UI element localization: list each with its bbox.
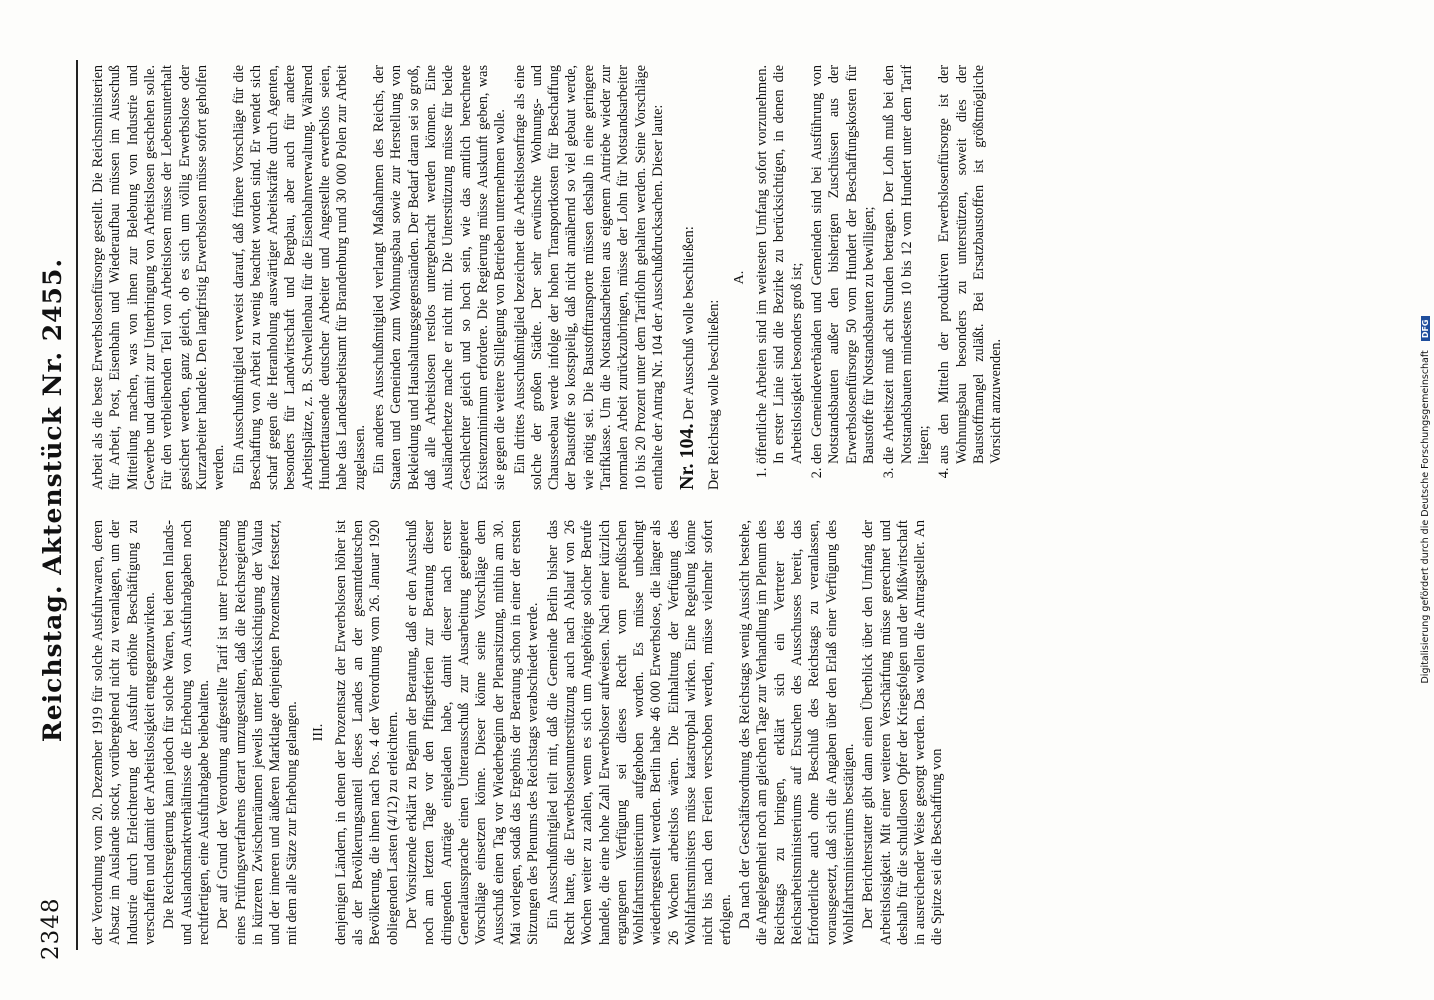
dfg-logo: DFG (1421, 317, 1430, 342)
paragraph: Der Vorsitzende erklärt zu Beginn der Beratung, daß er den Ausschuß noch am letzten Tage vor den Pfingstferien zur Beratung dieser dringenden Anträge eingeladen habe, damit dieser nach erster Generalaussprache einen Unterausschuß zur Ausarbeitung geeigneter Vorschläge einsetzen könne. Dieser könne seine Vorschläge dem Ausschuß einen Tag vor Wiederbeginn der Plenarsitzung, mithin am 30. Mai vorlegen, sodaß das Ergebnis der Beratung schon in einer der ersten Sitzungen des Plenums des Reichstags verabschiedet werde. (404, 520, 542, 945)
section-heading: III. (310, 723, 326, 742)
list-item: 1. öffentliche Arbeiten sind im weitesten Umfang sofort vorzunehmen. In erster Linie sind die Bezirke zu berücksichtigen, in denen die Arbeitslosigkeit besonders groß ist; (754, 65, 806, 464)
motion-intro: Der Ausschuß wolle beschließen: (681, 226, 698, 420)
motion-items (754, 65, 1005, 490)
motion-number: Nr. 104. (676, 423, 699, 490)
paragraph: Der auf Grund der Verordnung aufgestellte Tarif ist unter Fortsetzung eines Prüfungsverfahrens derart umzugestalten, daß die Reichsregierung in kürzeren Zwischenräumen jeweils unter Berücksichtigung der Valuta und der inneren und äußeren Marktlage denjenigen Prozentsatz festsetzt, mit dem alle Sätze zur Erhebung gelangen. (215, 520, 301, 945)
section-heading: A. (732, 270, 748, 285)
paragraph: Ein Ausschußmitglied verweist darauf, daß frühere Vorschläge für die Beschaffung von Arbeit zu wenig beachtet worden sind. Er wendet sich scharf gegen die Heranholung auswärtiger Arbeitskräfte durch Agenten, besonders für Landwirtschaft und Bergbau, aber auch für andere Arbeitsplätze, z. B. Schwellenbau für die Eisenbahnverwaltung. Während Hunderttausende deutscher Arbeiter und Angestellte erwerbslos seien, habe das Landesarbeitsamt für Brandenburg rund 30 000 Polen zur Arbeit zugelassen. (230, 65, 368, 490)
header-rule (76, 60, 78, 950)
paragraph: Ein drittes Ausschußmitglied bezeichnet die Arbeitslosenfrage als eine solche der großen Städte. Der sehr erwünschte Wohnungs- und Chausseebau werde infolge der hohen Transportkosten für Beschaffung der Baustoffe so kostspielig, daß nicht annähernd so viel gebaut werde, wie nötig sei. Die Baustofftransporte müssen deshalb in eine geringere Tarifklasse. Um die Notstandsarbeiten aus eigenem Antriebe wieder zur normalen Arbeit zurückzubringen, müsse der Lohn für Notstandsarbeiter 10 bis 20 Prozent unter dem Tariflohn gehalten werden. Seine Vorschläge enthalte der Antrag Nr. 104 der Ausschußdrucksachen. Dieser laute: (511, 65, 666, 490)
page-number: 2348 (38, 897, 64, 960)
paragraph: Arbeit als die beste Erwerbslosenfürsorge gestellt. Die Reichsministerien für Arbeit, Post, Eisenbahn und Wiederaufbau müssen im Ausschuß Mitteilung machen, was von ihnen zur Belebung von Industrie und Gewerbe und damit zur Unterbringung von Arbeitslosen geschehen solle. Für den verbleibenden Teil von Arbeitslosen müsse der Lebensunterhalt gesichert werden, ganz gleich, ob es sich um völlig Erwerbslose oder Kurzarbeiter handele. Den langfristig Erwerbslosen müsse sofort geholfen werden. (90, 65, 228, 490)
paragraph: Ein anderes Ausschußmitglied verlangt Maßnahmen des Reichs, der Staaten und Gemeinden zum Wohnungsbau sowie zur Herstellung von Bekleidung und Haushaltungsgegenständen. Der Bedarf daran sei so groß, daß alle Arbeitslosen restlos untergebracht werden können. Eine Ausländerhetze mache er nicht mit. Die Unterstützung müsse für beide Geschlechter gleich und so hoch sein, wie das amtlich berechnete Existenzminimum erfordere. Die Regierung müsse Auskunft geben, was sie gegen die weitere Stillegung von Betrieben unternehmen wolle. (371, 65, 509, 490)
paragraph: der Verordnung vom 20. Dezember 1919 für solche Ausfuhrwaren, deren Absatz im Auslande stockt, vorübergehend nicht zu veranlagen, um der Industrie durch Erleichterung der Ausfuhr erhöhte Beschäftigung zu verschaffen und damit der Arbeitslosigkeit entgegenzuwirken. (90, 520, 158, 945)
list-item: 2. den Gemeindeverbänden und Gemeinden sind bei Ausführung von Notstandsbauten außer den bisherigen Zuschüssen aus der Erwerbslosenfürsorge 50 vom Hundert der Beschaffungskosten für Baustoffe für Notstandsbauten zu bewilligen; (809, 65, 878, 464)
paragraph: Da nach der Geschäftsordnung des Reichstags wenig Aussicht bestehe, die Angelegenheit noch am gleichen Tage zur Verhandlung im Plenum des Reichstags zu bringen, erklärt sich ein Vertreter des Reichsarbeitsministeriums auf Ersuchen des Ausschusses bereit, das Erforderliche auch ohne Beschluß des Reichstags zu veranlassen, vorausgesetzt, daß sich die Angaben über den Erlaß einer Verfügung des Wohlfahrtsministeriums bestätigen. (737, 520, 857, 945)
paragraph: denjenigen Ländern, in denen der Prozentsatz der Erwerbslosen höher ist als der Bevölkerungsanteil dieses Landes an der gesamtdeutschen Bevölkerung, die ihnen nach Pos. 4 der Verordnung vom 26. Januar 1920 obliegenden Lasten (4/12) zu erleichtern. (332, 520, 401, 945)
list-item: 3. die Arbeitszeit muß acht Stunden betragen. Der Lohn muß bei den Notstandsbauten mindestens 10 bis 12 vom Hundert unter dem Tarif liegen; (881, 65, 933, 464)
motion-sub-intro: Der Reichstag wolle beschließen: (705, 299, 722, 490)
page-header (34, 40, 74, 960)
left-column (90, 520, 1260, 945)
paragraph: Der Berichterstatter gibt dann einen Überblick über den Umfang der Arbeitslosigkeit. Mit einer weiteren Verschärfung müsse gerechnet und deshalb für die schuldlosen Opfer der Kriegsfolgen und der Mißwirtschaft in ausreichender Weise gesorgt werden. Das wollen die Antragsteller. An die Spitze sei die Beschaffung von (860, 520, 946, 945)
paragraph: Ein Ausschußmitglied teilt mit, daß die Gemeinde Berlin bisher das Recht hatte, die Erwerbslosenunterstützung auch nach Ablauf von 26 Wochen weiter zu zahlen, wenn es sich um Angehörige solcher Berufe handele, die eine hohe Zahl Erwerbsloser aufweisen. Nach einer kürzlich ergangenen Verfügung sei dieses Recht vom preußischen Wohlfahrtsministerium aufgehoben worden. Es müsse unbedingt wiederhergestellt werden. Berlin habe 46 000 Erwerbslose, die länger als 26 Wochen arbeitslos wären. Die Einhaltung der Verfügung des Wohlfahrtsministers müsse katastrophal wirken. Eine Regelung könne nicht bis nach den Ferien verschoben werden, müsse vielmehr sofort erfolgen. (544, 520, 734, 945)
digitization-credit (1420, 10, 1432, 990)
running-title: Reichstag. Aktenstück Nr. 2455. (38, 257, 67, 743)
paragraph: Die Reichsregierung kann jedoch für solche Waren, bei denen Inlands- und Auslandsmarktverhältnisse die Erhebung von Ausfuhrabgaben noch rechtfertigen, eine Ausfuhrabgabe beibehalten. (161, 520, 212, 945)
list-item: 4. aus den Mitteln der produktiven Erwerbslosenfürsorge ist der Wohnungsbau besonders zu unterstützen, soweit dies der Baustoffmangel zuläßt. Bei Ersatzbaustoffen ist größtmögliche Vorsicht anzuwenden. (936, 65, 1005, 464)
credit-text: Digitalisierung gefördert durch die Deutsche Forschungsgemeinschaft (1420, 350, 1431, 684)
motion-heading (675, 65, 699, 490)
right-column (90, 65, 1260, 490)
